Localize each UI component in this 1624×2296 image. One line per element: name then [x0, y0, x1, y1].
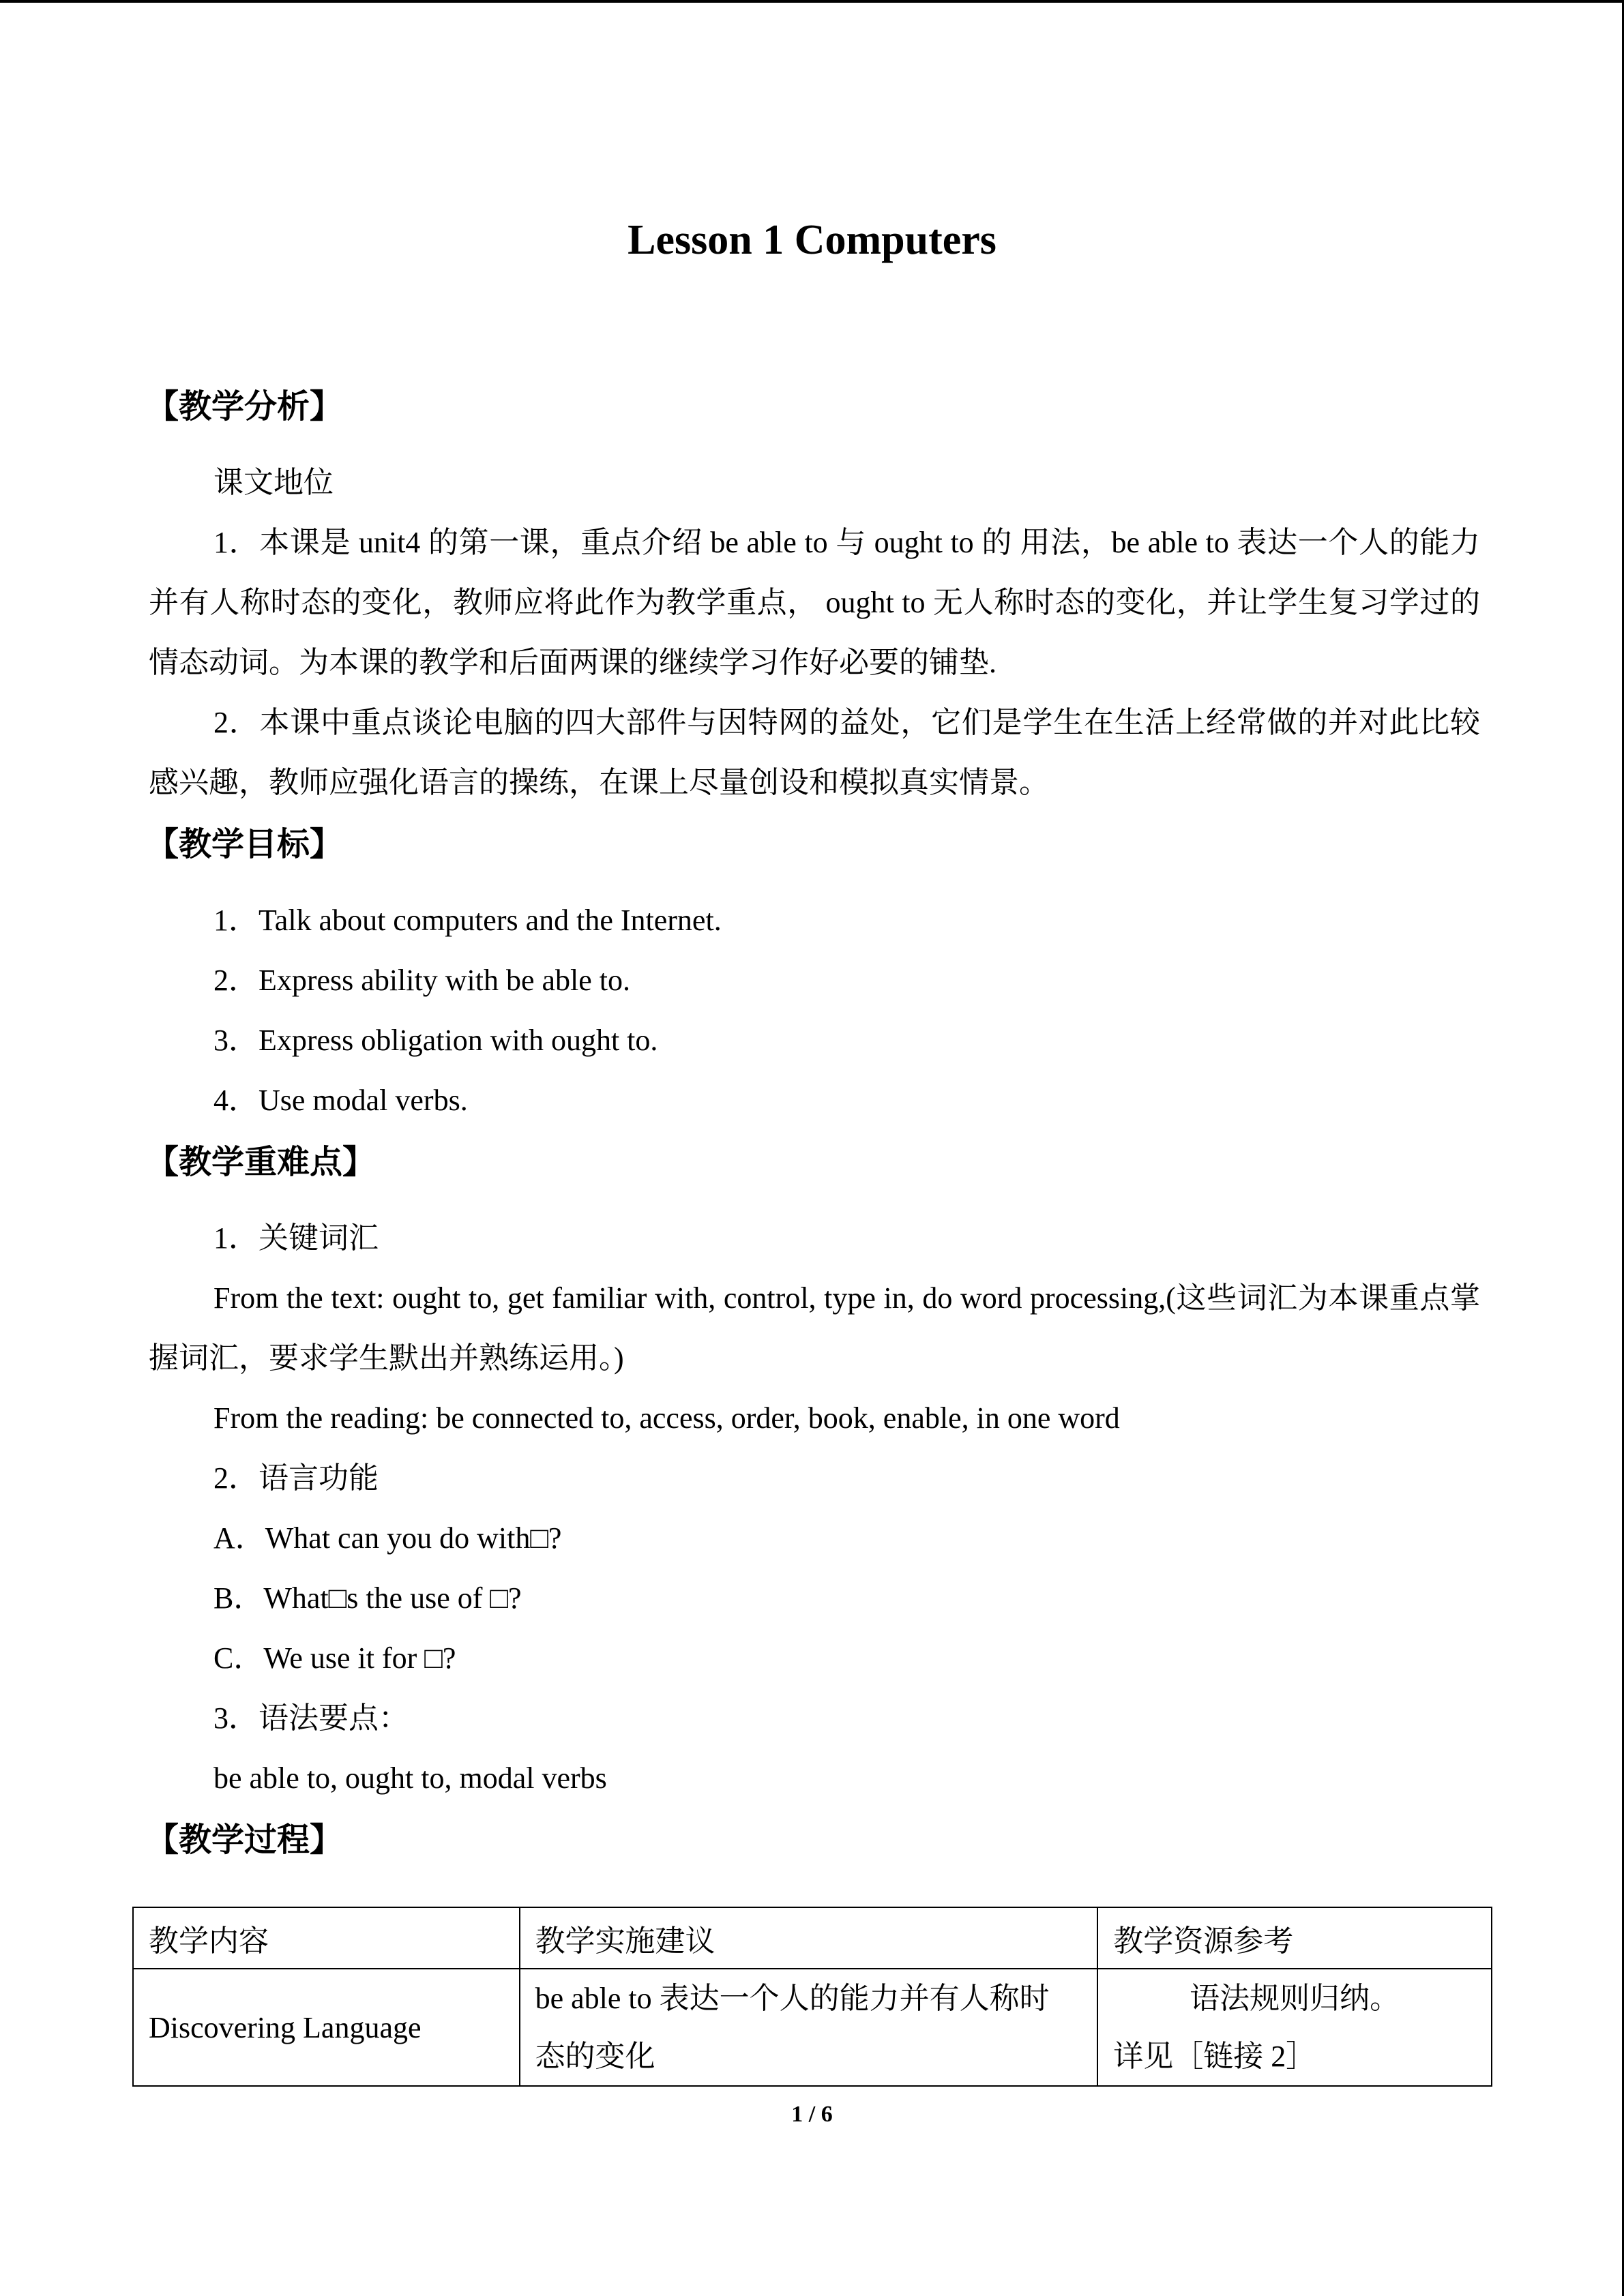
section-heading-analysis: 【教学分析】	[146, 387, 343, 426]
objective-item: 4．Use modal verbs.	[213, 1084, 468, 1117]
vocab-reading-line: From the reading: be connected to, access, order, book, enable, in one word	[213, 1401, 1120, 1435]
objective-item: 1．Talk about computers and the Internet.	[213, 904, 722, 937]
resource-link[interactable]: 详见［链接 2］	[1113, 2040, 1316, 2073]
table-header-cell: 教学内容	[133, 1907, 520, 1969]
objective-item: 3．Express obligation with ought to.	[213, 1024, 658, 1057]
section-heading-objectives: 【教学目标】	[146, 825, 343, 863]
table-cell-resource	[1097, 1969, 1492, 2086]
subtitle-text-position: 课文地位	[213, 466, 334, 499]
grammar-text: be able to, ought to, modal verbs	[213, 1761, 607, 1795]
function-title: 2．语言功能	[213, 1461, 379, 1495]
suggestion-line: be able to 表达一个人的能力并有人称时	[535, 1982, 1050, 2015]
teaching-process-table	[132, 1907, 1492, 2087]
vocab-title: 1．关键词汇	[213, 1221, 379, 1255]
objective-item: 2．Express ability with be able to.	[213, 964, 630, 997]
suggestion-line: 态的变化	[535, 2040, 655, 2073]
function-item: B．What□s the use of □?	[213, 1581, 522, 1615]
vocab-text-paragraph: From the text: ought to, get familiar with, control, type in, do word processing,(这些词汇为本课重点掌握词汇，要求学生默出并熟练运用。)	[149, 1281, 1480, 1375]
table-cell-content: Discovering Language	[133, 1969, 520, 2086]
table-cell-suggestion	[520, 1969, 1098, 2086]
analysis-paragraph-2: 2．本课中重点谈论电脑的四大部件与因特网的益处，它们是学生在生活上经常做的并对此比较感兴趣，教师应强化语言的操练，在课上尽量创设和模拟真实情景。	[149, 706, 1480, 799]
page-number: 1 / 6	[791, 2102, 833, 2127]
section-heading-process: 【教学过程】	[146, 1821, 343, 1859]
page-title: Lesson 1 Computers	[628, 217, 996, 263]
page-border-top	[0, 0, 1624, 3]
analysis-paragraph-1: 1．本课是 unit4 的第一课，重点介绍 be able to 与 ought to 的 用法，be able to 表达一个人的能力并有人称时态的变化，教师应将此作为教学重点， ought to 无人称时态的变化，并让学生复习学过的情态动词。为本课的教学和后面两课的继续学习作好必要的铺垫.	[149, 526, 1480, 679]
section-heading-keypoints: 【教学重难点】	[146, 1143, 376, 1181]
function-item: C．We use it for □?	[213, 1641, 456, 1675]
table-header-cell: 教学资源参考	[1097, 1907, 1492, 1969]
grammar-title: 3．语法要点：	[213, 1701, 409, 1735]
table-row	[133, 1969, 1492, 2086]
function-item: A．What can you do with□?	[213, 1521, 562, 1555]
resource-line: 语法规则归纳。	[1190, 1982, 1400, 2015]
document-body	[146, 375, 1480, 1871]
table-header-row	[133, 1907, 1492, 1969]
table-header-cell: 教学实施建议	[520, 1907, 1098, 1969]
